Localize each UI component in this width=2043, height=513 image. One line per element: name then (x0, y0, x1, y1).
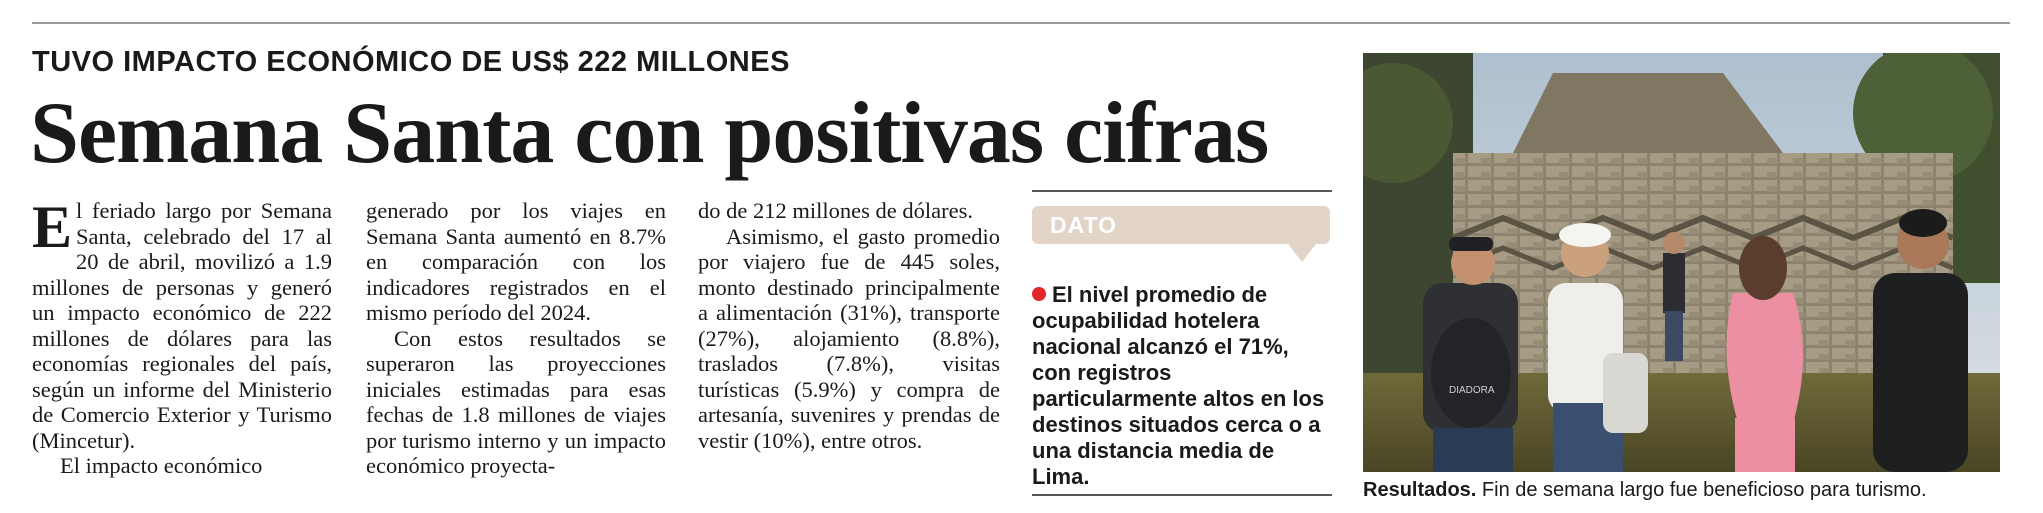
red-bullet-icon (1032, 287, 1046, 301)
headline: Semana Santa con positivas cifras (30, 85, 1269, 182)
photo-caption (1363, 479, 1927, 502)
kicker: TUVO IMPACTO ECONÓMICO DE US$ 222 MILLONES (32, 46, 790, 78)
sidebar-rule-top (1032, 190, 1332, 192)
drop-cap: E (32, 194, 73, 260)
article-column-1 (32, 194, 332, 479)
sidebar-rule-bottom (1032, 494, 1332, 496)
dato-banner (1032, 206, 1330, 244)
speech-tail (1288, 244, 1316, 262)
top-rule (32, 22, 2010, 24)
dato-text (1032, 282, 1332, 490)
photo-tourists-ruins (1363, 53, 2000, 472)
dato-body: El nivel promedio de ocupabilidad hotelera nacional alcanzó el 71%, con registros particularmente altos en los destinos situados cerca o a una distancia media de Lima. (1032, 282, 1325, 489)
caption-text: Fin de semana largo fue beneficioso para turismo. (1476, 479, 1927, 501)
bag-text: DIADORA (1449, 385, 1495, 396)
paragraph: do de 212 millones de dólares. (698, 198, 973, 223)
dato-label: DATO (1050, 212, 1118, 238)
paragraph: Asimismo, el gasto promedio por viajero fue de 445 soles, monto destinado principalmente a alimentación (31%), transporte (27%), alojamiento (8.8%), traslados (7.8%), visitas turísticas (5.9%) y compra de artesanía, suvenires y prendas de vestir (10%), entre otros. (698, 223, 1000, 453)
article-column-3 (698, 198, 1000, 453)
article-column-2 (366, 198, 666, 479)
paragraph: El impacto económico (60, 453, 263, 478)
paragraph: generado por los viajes en Semana Santa aumentó en 8.7% en comparación con los indicadores registrados en el mismo período del 2024. (366, 198, 666, 325)
paragraph: Con estos resultados se superaron las proyecciones iniciales estimadas para esas fechas de 1.8 millones de viajes por turismo interno y un impacto económico proyecta- (366, 325, 666, 478)
paragraph: l feriado largo por Semana Santa, celebrado del 17 al 20 de abril, movilizó a 1.9 millones de personas y generó un impacto económico de 222 millones de dólares para las economías regionales del país, según un informe del Ministerio de Comercio Exterior y Turismo (Mincetur). (32, 198, 332, 453)
caption-lead: Resultados. (1363, 479, 1477, 501)
